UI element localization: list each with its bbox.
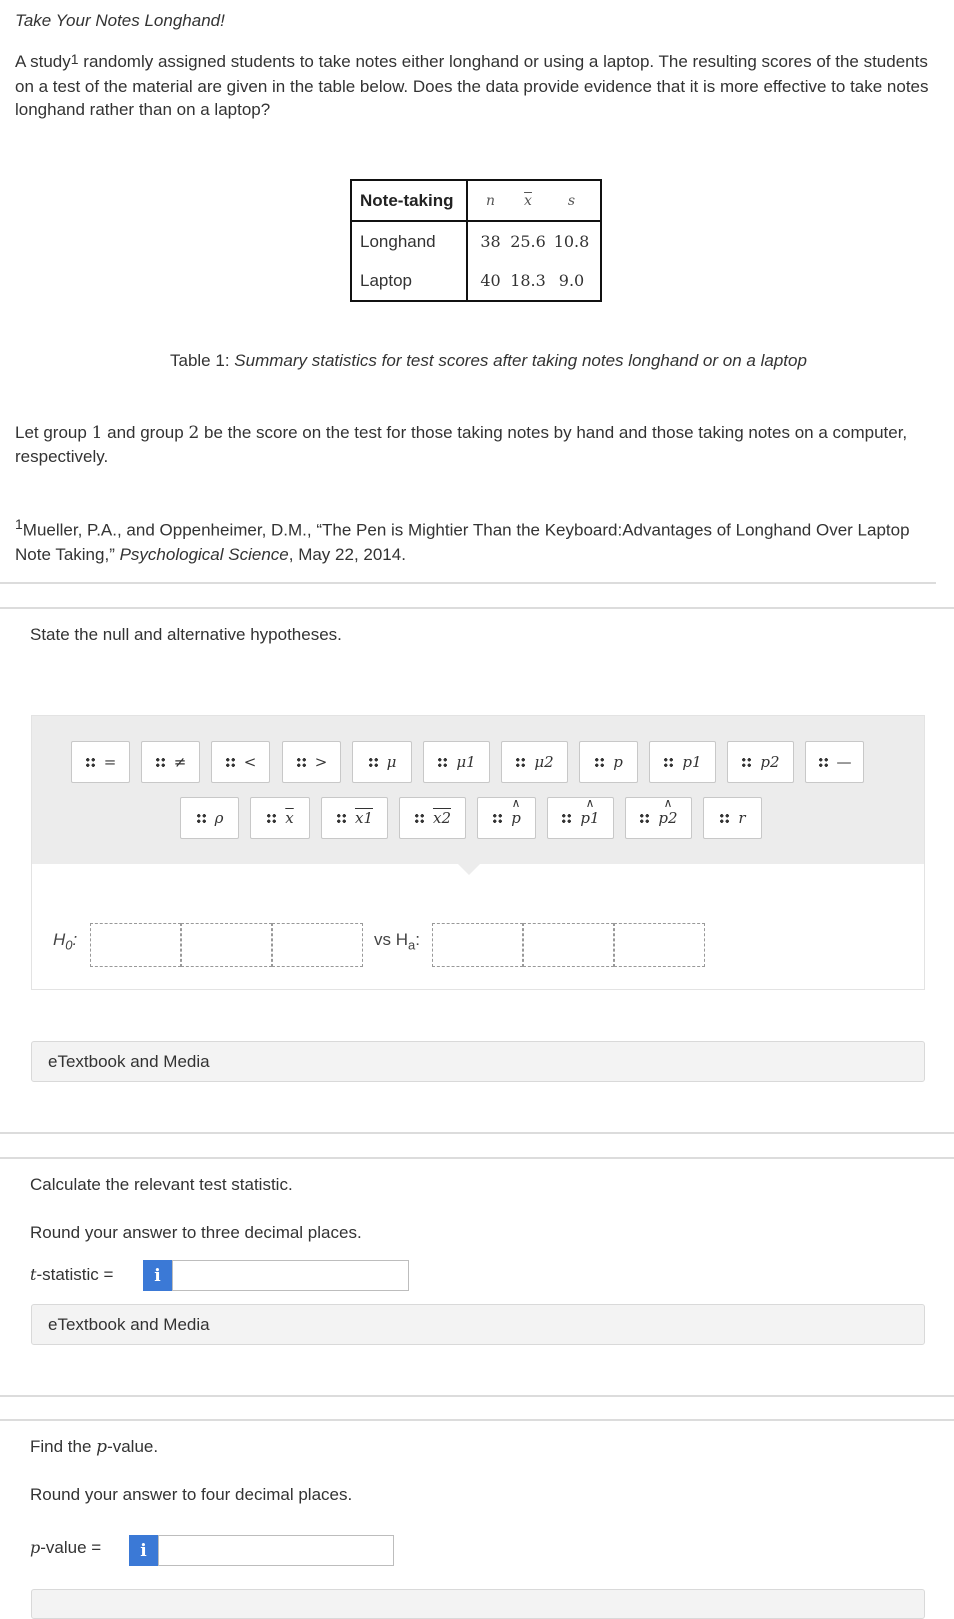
drag-handle-icon bbox=[266, 813, 277, 824]
caption-text: Summary statistics for test scores after taking notes longhand or on a laptop bbox=[234, 351, 807, 370]
table-caption bbox=[170, 351, 807, 371]
cell-n: 40 bbox=[480, 271, 501, 290]
tile-p1[interactable]: p1 bbox=[649, 741, 716, 783]
cell-sd: 10.8 bbox=[553, 232, 590, 251]
tile-x1-bar[interactable]: x1 bbox=[321, 797, 388, 839]
footnote-number: 1 bbox=[15, 516, 23, 532]
tile-p2[interactable]: p2 bbox=[727, 741, 794, 783]
hypothesis-builder bbox=[31, 715, 925, 990]
tile-x-bar[interactable]: $\overline{x}$ bbox=[250, 797, 310, 839]
question-p-value bbox=[0, 1419, 954, 1619]
col-header-note-taking: Note-taking bbox=[351, 180, 467, 221]
problem-title: Take Your Notes Longhand! bbox=[15, 11, 225, 30]
q1-prompt: State the null and alternative hypotheses. bbox=[30, 625, 342, 644]
h0-slot-1[interactable] bbox=[90, 923, 181, 967]
ha-slot-1[interactable] bbox=[432, 923, 523, 967]
h0-label: $H_0$: bbox=[53, 930, 78, 953]
p-value-input[interactable] bbox=[158, 1535, 394, 1566]
drag-handle-icon bbox=[515, 757, 526, 768]
problem-intro bbox=[15, 50, 935, 122]
info-icon[interactable]: i bbox=[129, 1535, 158, 1566]
drag-handle-icon bbox=[196, 813, 207, 824]
drag-handle-icon bbox=[741, 757, 752, 768]
q2-rounding: Round your answer to three decimal places. bbox=[30, 1223, 362, 1242]
q3-rounding: Round your answer to four decimal places. bbox=[30, 1485, 353, 1504]
q2-prompt: Calculate the relevant test statistic. bbox=[30, 1175, 293, 1194]
groups-text: and group bbox=[107, 423, 184, 442]
footnote bbox=[15, 512, 940, 567]
footnote-text: Mueller, P.A., and Oppenheimer, D.M., “The Pen is Mightier Than the Keyboard:Advantages of Longhand Over Laptop Note Taking,” bbox=[15, 520, 910, 564]
p-value-label: p-value = bbox=[30, 1538, 102, 1557]
tile-mu[interactable]: μ bbox=[352, 741, 412, 783]
tile-p2-hat[interactable]: ∧ p2 bbox=[625, 797, 692, 839]
etextbook-media-button[interactable]: eTextbook and Media bbox=[31, 1304, 925, 1345]
footnote-mark: 1 bbox=[70, 51, 79, 67]
footnote-journal: Psychological Science bbox=[119, 544, 289, 564]
tile-less-than[interactable]: < bbox=[211, 741, 270, 783]
ha-label: vs $H_a$: bbox=[374, 930, 420, 953]
row-label: Laptop bbox=[351, 261, 467, 301]
ha-slot-3[interactable] bbox=[614, 923, 705, 967]
tile-dash[interactable]: — bbox=[805, 741, 864, 783]
tile-mu1[interactable]: μ1 bbox=[423, 741, 490, 783]
footnote-text: , May 22, 2014. bbox=[288, 544, 406, 564]
drag-handle-icon bbox=[663, 757, 674, 768]
section-divider bbox=[0, 582, 936, 584]
tile-p1-hat[interactable]: ∧ p1 bbox=[547, 797, 614, 839]
drag-handle-icon bbox=[719, 813, 730, 824]
cell-mean: 25.6 bbox=[510, 232, 546, 251]
tile-x2-bar[interactable]: x2 bbox=[399, 797, 466, 839]
tile-greater-than[interactable]: > bbox=[282, 741, 341, 783]
drag-handle-icon bbox=[155, 757, 166, 768]
info-icon[interactable]: i bbox=[143, 1260, 172, 1291]
q3-prompt: Find the p-value. bbox=[30, 1437, 159, 1457]
groups-text: be the score on the test for those taking notes by hand and those taking notes on a computer, respectively. bbox=[15, 423, 908, 466]
col-header-n: n bbox=[467, 180, 505, 221]
symbol-palette bbox=[32, 716, 924, 864]
tile-r[interactable]: r bbox=[703, 797, 762, 839]
drag-handle-icon bbox=[639, 813, 650, 824]
drag-handle-icon bbox=[594, 757, 605, 768]
tile-p[interactable]: p bbox=[579, 741, 638, 783]
cell-mean: 18.3 bbox=[510, 271, 546, 290]
drag-handle-icon bbox=[437, 757, 448, 768]
intro-rest: randomly assigned students to take notes either longhand or using a laptop. The resulting scores of the students on a test of the material are given in the table below. Does the data provide evidence that it is more effective to take notes longhand rather than on a laptop? bbox=[15, 52, 929, 119]
drag-handle-icon bbox=[492, 813, 503, 824]
ha-slot-2[interactable] bbox=[523, 923, 614, 967]
groups-definition bbox=[15, 421, 940, 469]
groups-text: Let group bbox=[15, 423, 87, 442]
h0-slot-2[interactable] bbox=[181, 923, 272, 967]
question-test-statistic bbox=[0, 1157, 954, 1397]
row-label: Longhand bbox=[351, 221, 467, 261]
t-statistic-label: t-statistic = bbox=[30, 1265, 114, 1284]
tile-mu2[interactable]: μ2 bbox=[501, 741, 568, 783]
col-header-mean: $\overline{x}$ bbox=[505, 180, 551, 221]
cell-sd: 9.0 bbox=[558, 271, 585, 290]
tile-p-hat[interactable]: ∧ p bbox=[477, 797, 536, 839]
question-hypotheses bbox=[0, 607, 954, 1134]
drag-handle-icon bbox=[818, 757, 829, 768]
table-row bbox=[351, 221, 601, 261]
etextbook-media-button-partial[interactable] bbox=[31, 1589, 925, 1619]
group-2-number: 2 bbox=[188, 423, 200, 443]
tile-not-equal[interactable]: ≠ bbox=[141, 741, 200, 783]
caption-prefix: Table 1: bbox=[170, 351, 230, 370]
cell-n: 38 bbox=[480, 232, 501, 251]
table-header-row bbox=[351, 180, 601, 221]
drag-handle-icon bbox=[225, 757, 236, 768]
drag-handle-icon bbox=[85, 757, 96, 768]
drag-handle-icon bbox=[336, 813, 347, 824]
drag-handle-icon bbox=[561, 813, 572, 824]
drag-handle-icon bbox=[414, 813, 425, 824]
etextbook-media-button[interactable]: eTextbook and Media bbox=[31, 1041, 925, 1082]
tile-equals[interactable]: = bbox=[71, 741, 130, 783]
t-statistic-input[interactable] bbox=[172, 1260, 409, 1291]
tile-rho[interactable]: ρ bbox=[180, 797, 239, 839]
summary-table bbox=[350, 179, 602, 302]
col-header-sd: s bbox=[551, 180, 601, 221]
h0-slot-3[interactable] bbox=[272, 923, 363, 967]
group-1-number: 1 bbox=[91, 423, 103, 443]
intro-start: A study bbox=[15, 52, 71, 71]
drag-handle-icon bbox=[296, 757, 307, 768]
drag-handle-icon bbox=[368, 757, 379, 768]
table-row bbox=[351, 261, 601, 301]
